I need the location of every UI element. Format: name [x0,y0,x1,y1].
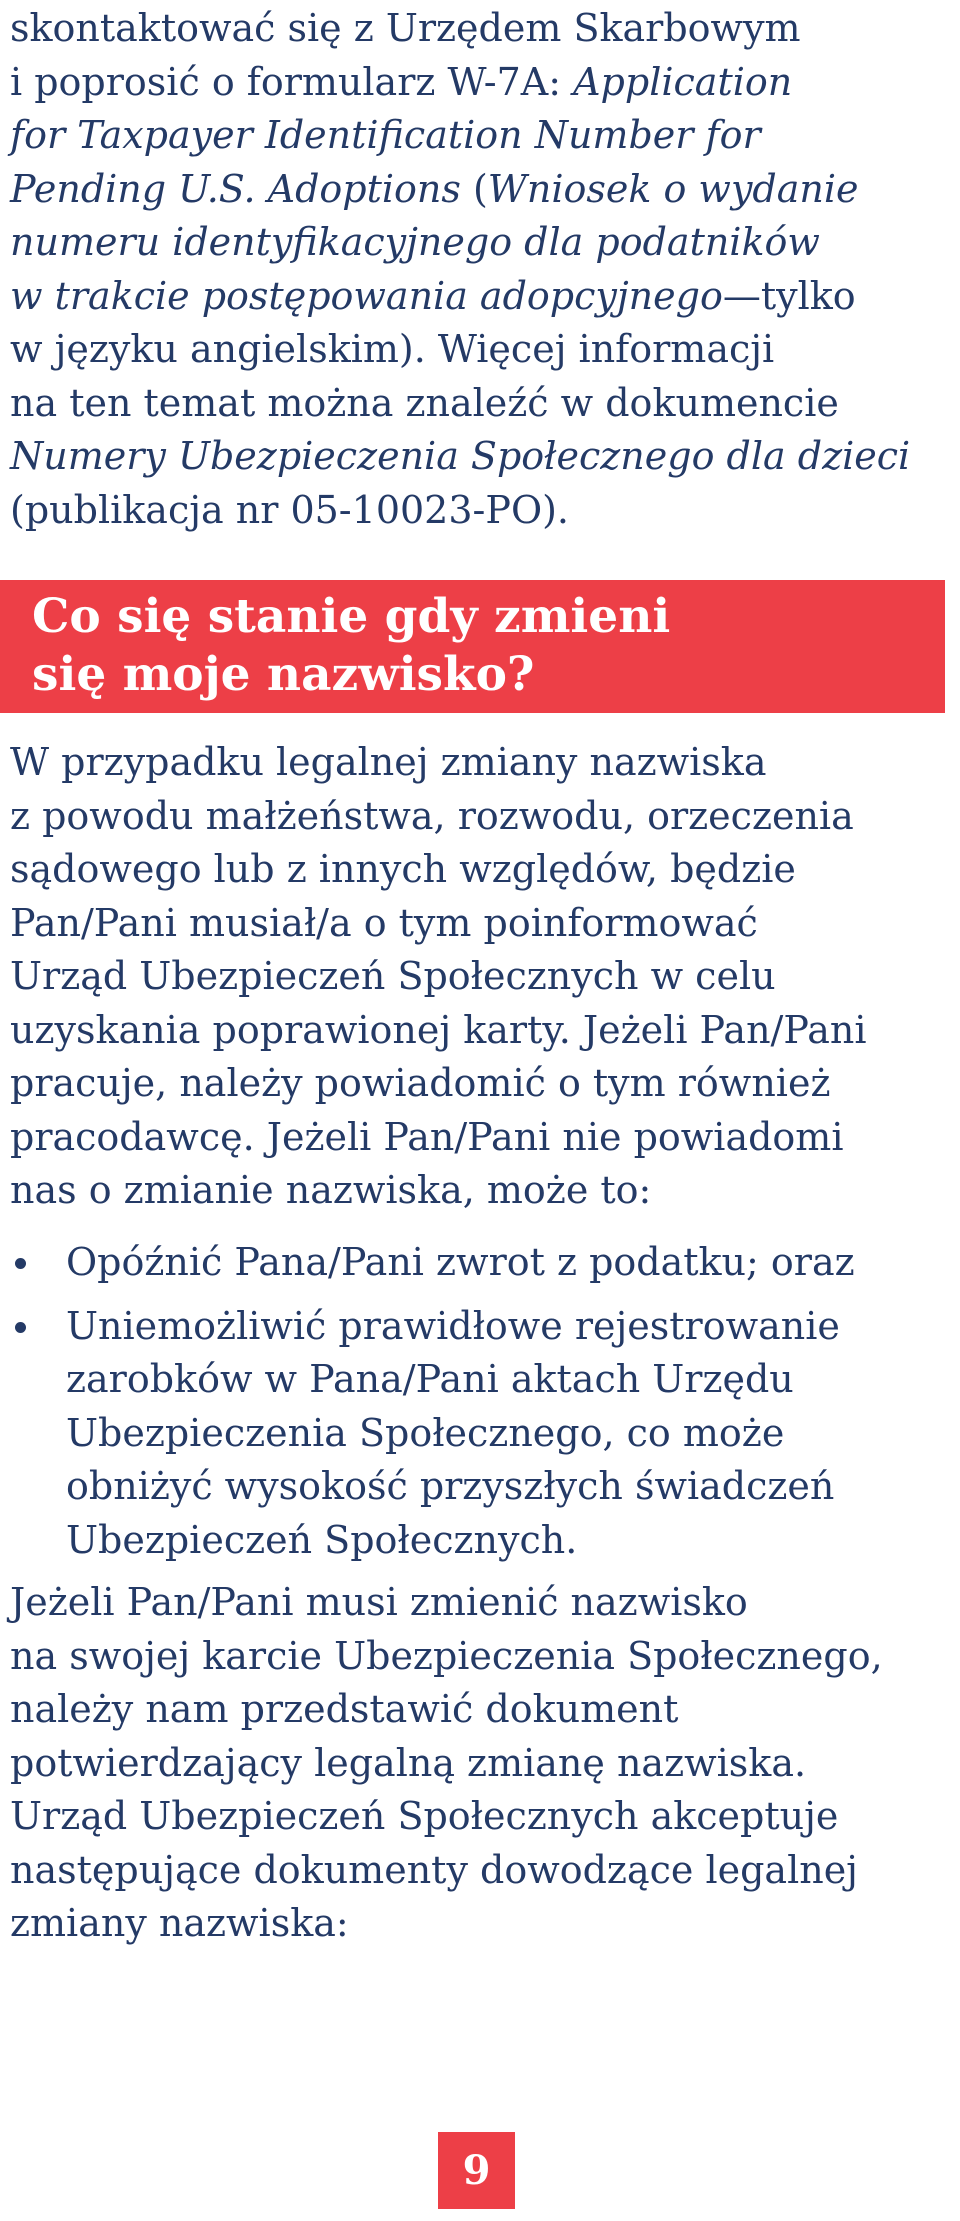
page-number: 9 [438,2132,515,2209]
bullet-icon [15,1322,26,1333]
intro-text-2: —tylko w języku angielskim). Więcej informacji na ten temat można znaleźć w dokumencie [10,273,856,425]
consequences-list [10,1236,950,1577]
intro-paragraph [10,2,950,537]
name-change-paragraph: W przypadku legalnej zmiany nazwiska z powodu małżeństwa, rozwodu, orzeczenia sądowego lub z innych względów, będzie Pan/Pani musiał/a o tym poinformować Urząd Ubezpieczeń Społecznych w celu uzyskania poprawionej karty. Jeżeli Pan/Pani pracuje, należy powiadomić o tym również pracodawcę. Jeżeli Pan/Pani nie powiadomi nas o zmianie nazwiska, może to: [10,740,867,1212]
intro-text-1: skontaktować się z Urzędem Skarbowym i poprosić o formularz W-7A: [10,6,801,104]
section-heading-band [0,580,945,713]
bullet-icon [15,1258,26,1269]
list-item-text: Opóźnić Pana/Pani zwrot z podatku; oraz [66,1240,855,1284]
form-title-english: Application for Taxpayer Identification Number for Pending U.S. Adoptions [10,59,793,211]
list-item [10,1300,950,1568]
intro-text-3: (publikacja nr 05-10023-PO). [10,487,569,532]
paren-open: ( [460,166,488,211]
document-title: Numery Ubezpieczenia Społecznego dla dzieci [10,434,911,478]
list-item-text: Uniemożliwić prawidłowe rejestrowanie zarobków w Pana/Pani aktach Urzędu Ubezpieczenia Społecznego, co może obniżyć wysokość przyszłych świadczeń Ubezpieczeń Społecznych. [66,1303,840,1562]
list-item [10,1236,950,1290]
form-title-polish: Wniosek o wydanie numeru identyfikacyjnego dla podatników w trakcie postępowania adopcyjnego [10,166,859,318]
section-heading: Co się stanie gdy zmieni się moje nazwisko? [32,589,671,702]
documents-paragraph: Jeżeli Pan/Pani musi zmienić nazwisko na swojej karcie Ubezpieczenia Społecznego, należy nam przedstawić dokument potwierdzający legalną zmianę nazwiska. Urząd Ubezpieczeń Społecznych akceptuje następujące dokumenty dowodzące legalnej zmiany nazwiska: [10,1580,883,1945]
